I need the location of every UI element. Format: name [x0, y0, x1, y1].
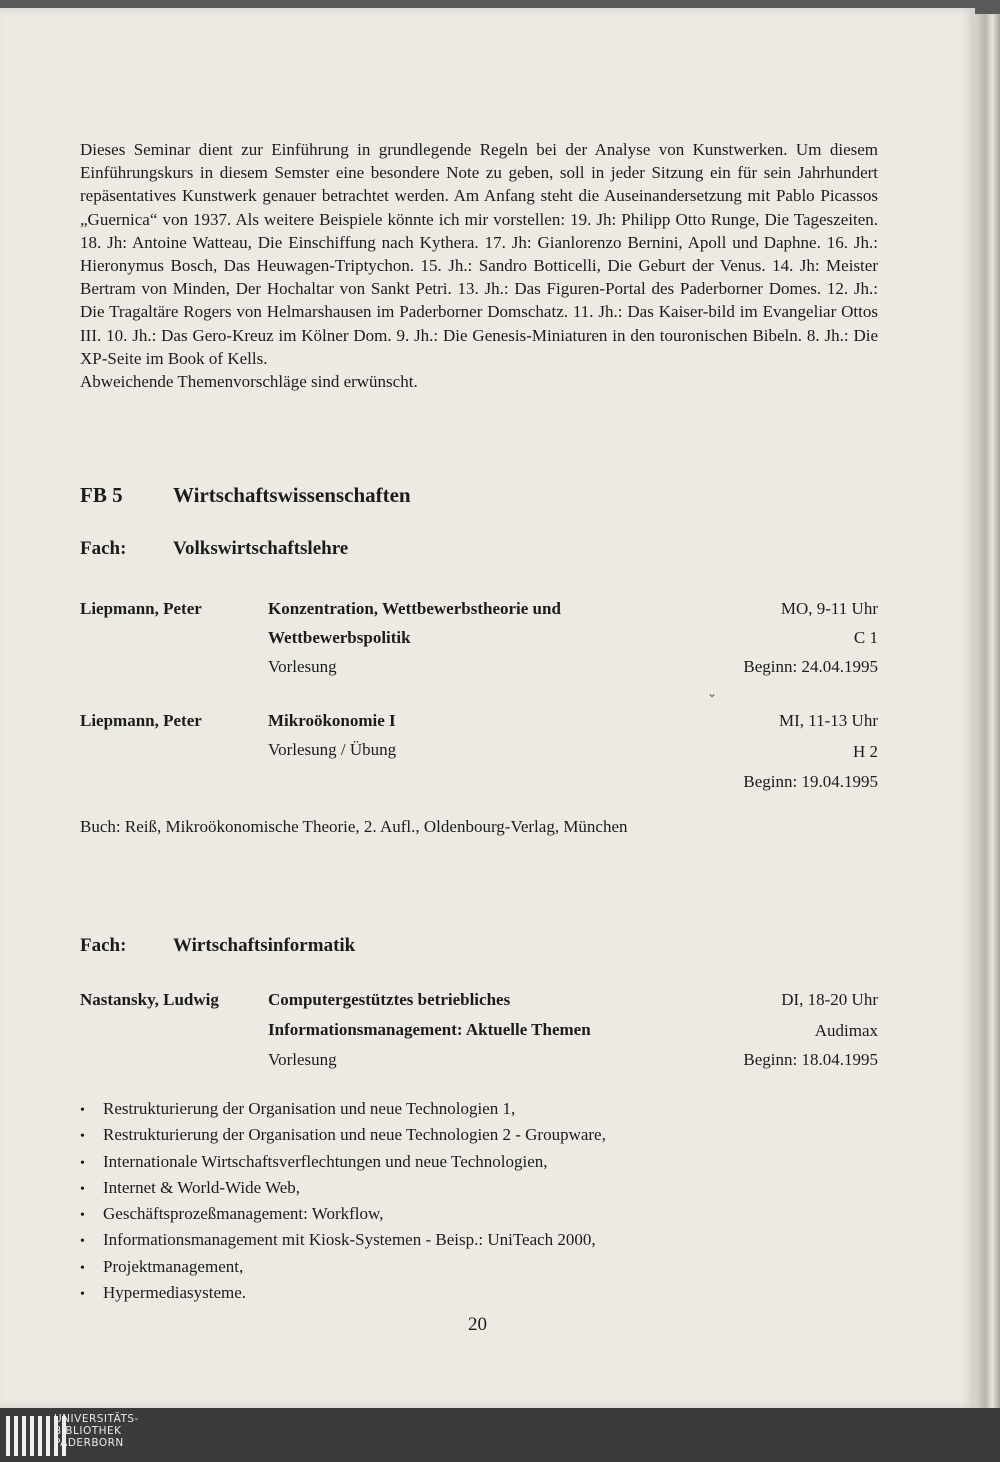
intro-paragraph: Dieses Seminar dient zur Einführung in grundlegende Regeln bei der Analyse von Kunstwerken. Um diesem Einführungskurs in diesem Semster eine besondere Note zu geben, soll in jeder Sitzung ein für sein Jahrhundert repäsentatives Kunstwerk genauer betrachtet werden. Am Anfang steht die Auseinandersetzung mit Pablo Picassos „Guernica“ von 1937. Als weitere Beispiele könnte ich mir vorstellen: 19. Jh: Philipp Otto Runge, Die Tageszeiten. 18. Jh: Antoine Watteau, Die Einschiffung nach Kythera. 17. Jh: Gianlorenzo Bernini, Apoll und Daphne. 16. Jh.: Hieronymus Bosch, Das Heuwagen-Triptychon. 15. Jh.: Sandro Botticelli, Die Geburt der Venus. 14. Jh: Meister Bertram von Minden, Der Hochaltar von Sankt Petri. 13. Jh.: Das Figuren-Portal des Paderborner Domes. 12. Jh.: Die Tragaltäre Rogers von Helmarshausen im Paderborner Domschatz. 11. Jh.: Das Kaiser-bild im Evangeliar Ottos III. 10. Jh.: Das Gero-Kreuz im Kölner Dom. 9. Jh.: Die Genesis-Miniaturen in den touronischen Bibeln. 8. Jh.: Die XP-Seite im Book of Kells.	[80, 140, 878, 368]
course-room: C 1	[853, 628, 878, 647]
intro-last-line: Abweichende Themenvorschläge sind erwünscht.	[80, 372, 418, 392]
course-time: MO, 9-11 Uhr	[780, 599, 878, 618]
course-lecturer: Liepmann, Peter	[80, 711, 202, 730]
topic-list	[80, 1097, 606, 1307]
bullet-icon: •	[80, 1260, 85, 1276]
list-item: • Geschäftsprozeßmanagement: Workflow,	[80, 1202, 606, 1228]
course-entry	[80, 990, 878, 1080]
list-item: • Internet & World-Wide Web,	[80, 1176, 606, 1202]
list-item: • Informationsmanagement mit Kiosk-Systemen - Beisp.: UniTeach 2000,	[80, 1228, 606, 1254]
book-reference: Buch: Reiß, Mikroökonomische Theorie, 2. Aufl., Oldenbourg-Verlag, München	[80, 817, 628, 836]
course-room: H 2	[852, 742, 878, 761]
list-item: • Hypermediasysteme.	[80, 1281, 606, 1307]
course-title: Mikroökonomie I	[268, 711, 396, 730]
course-lecturer: Nastansky, Ludwig	[80, 990, 219, 1009]
intro-text	[80, 138, 878, 393]
subject-label: Fach:	[80, 935, 127, 956]
subject-heading-vwl	[80, 538, 348, 560]
faculty-heading	[80, 483, 411, 508]
list-item: • Internationale Wirtschaftsverflechtungen und neue Technologien,	[80, 1150, 606, 1176]
bullet-icon: •	[80, 1287, 85, 1303]
bullet-icon: •	[80, 1234, 85, 1250]
course-type: Vorlesung	[268, 657, 337, 676]
list-item: • Restrukturierung der Organisation und neue Technologien 1,	[80, 1097, 606, 1123]
course-time: DI, 18-20 Uhr	[781, 990, 878, 1009]
library-logo-text: UNIVERSITÄTS- BIBLIOTHEK PADERBORN	[54, 1413, 139, 1449]
faculty-name: Wirtschaftswissenschaften	[173, 483, 411, 507]
course-start: Beginn: 19.04.1995	[743, 772, 878, 791]
course-title: Computergestütztes betriebliches	[268, 990, 511, 1009]
faculty-code: FB 5	[80, 483, 123, 507]
course-type: Vorlesung	[268, 1050, 337, 1069]
course-time: MI, 11-13 Uhr	[779, 711, 878, 730]
bullet-icon: •	[80, 1103, 85, 1118]
subject-name: Wirtschaftsinformatik	[173, 935, 356, 956]
bullet-icon: •	[80, 1129, 85, 1145]
page-edge	[975, 14, 1000, 1408]
course-title-cont: Wettbewerbspolitik	[268, 628, 411, 647]
library-footer	[0, 1408, 1000, 1462]
course-lecturer: Liepmann, Peter	[80, 599, 202, 618]
bullet-icon: •	[80, 1155, 85, 1171]
list-item: • Restrukturierung der Organisation und neue Technologien 2 - Groupware,	[80, 1123, 606, 1149]
course-entry	[80, 711, 878, 801]
subject-name: Volkswirtschaftslehre	[173, 538, 349, 559]
list-item: • Projektmanagement,	[80, 1255, 606, 1281]
course-type: Vorlesung / Übung	[268, 740, 397, 759]
page-number: 20	[468, 1314, 487, 1335]
bullet-icon: •	[80, 1181, 85, 1197]
course-start: Beginn: 24.04.1995	[743, 657, 878, 676]
ink-mark: ⌄	[707, 686, 718, 700]
course-title: Konzentration, Wettbewerbstheorie und	[268, 599, 561, 618]
bullet-icon: •	[80, 1208, 85, 1224]
course-start: Beginn: 18.04.1995	[743, 1050, 878, 1069]
course-title-cont: Informationsmanagement: Aktuelle Themen	[268, 1020, 591, 1039]
subject-heading-wi	[80, 935, 355, 957]
subject-label: Fach:	[80, 538, 127, 559]
course-entry	[80, 599, 878, 689]
course-room: Audimax	[814, 1021, 878, 1040]
